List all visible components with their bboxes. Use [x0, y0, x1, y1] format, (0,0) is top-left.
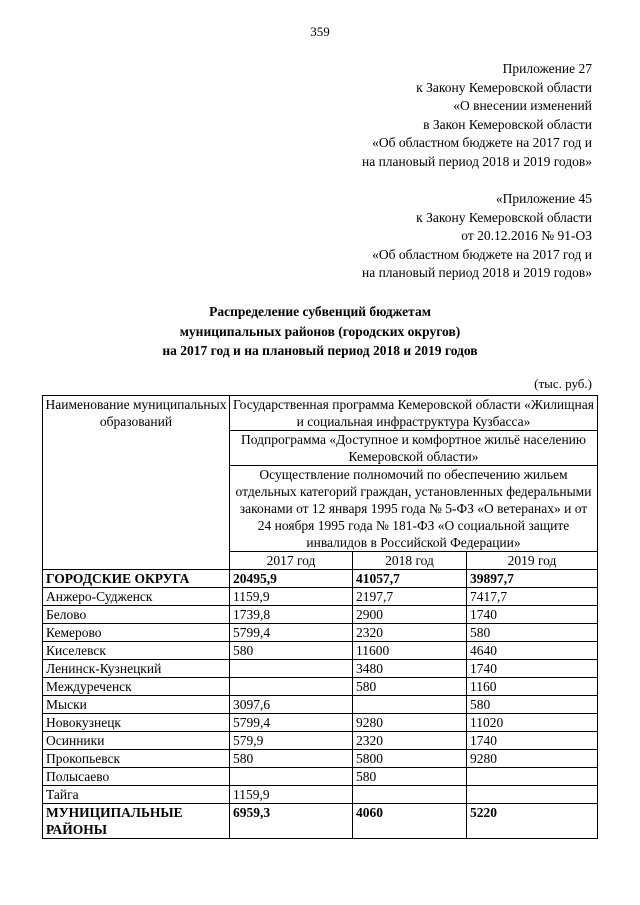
attachment-line: от 20.12.2016 № 91-ОЗ: [461, 228, 592, 244]
value-2019-cell: 7417,7: [467, 588, 598, 606]
municipality-name-cell: Анжеро-Судженск: [43, 588, 230, 606]
table-row: [43, 732, 598, 750]
value-2018-cell: 2320: [353, 732, 467, 750]
attachment-line: «Приложение 45: [495, 191, 592, 206]
value-2017-cell: 5799,4: [230, 624, 353, 642]
table-row: [43, 750, 598, 768]
value-2017-cell: 1739,8: [230, 606, 353, 624]
municipality-name-cell: Мыски: [43, 696, 230, 714]
table-row: [43, 786, 598, 804]
value-2018-cell: 41057,7: [353, 570, 467, 588]
value-2017-cell: 580: [230, 642, 353, 660]
year-header-2018: 2018 год: [353, 552, 467, 570]
value-2019-cell: 11020: [467, 714, 598, 732]
value-2019-cell: 580: [467, 624, 598, 642]
municipality-name-cell: Белово: [43, 606, 230, 624]
attachment-line: Приложение 27: [502, 61, 592, 76]
year-header-2017: 2017 год: [230, 552, 353, 570]
attachment-line: в Закон Кемеровской области: [423, 116, 592, 132]
attachment-line: на плановый период 2018 и 2019 годов»: [361, 153, 592, 169]
attachment-line: «Об областном бюджете на 2017 год и: [372, 246, 592, 262]
municipality-name-cell: Междуреченск: [43, 678, 230, 696]
value-2017-cell: 580: [230, 750, 353, 768]
value-2019-cell: 4640: [467, 642, 598, 660]
title-line: на 2017 год и на плановый период 2018 и 2019 годов: [162, 343, 478, 358]
page-number: 359: [310, 24, 330, 39]
value-2019-cell: 1740: [467, 606, 598, 624]
table-row: [43, 606, 598, 624]
value-2018-cell: 4060: [353, 804, 467, 839]
table-row: [43, 642, 598, 660]
value-2019-cell: 580: [467, 696, 598, 714]
value-2018-cell: [353, 786, 467, 804]
attachment-line: «Об областном бюджете на 2017 год и: [372, 135, 592, 151]
value-2017-cell: [230, 660, 353, 678]
value-2017-cell: 6959,3: [230, 804, 353, 839]
attachment-line: на плановый период 2018 и 2019 годов»: [361, 265, 592, 281]
value-2017-cell: 20495,9: [230, 570, 353, 588]
value-2018-cell: 3480: [353, 660, 467, 678]
value-2019-cell: [467, 786, 598, 804]
municipality-name-cell: МУНИЦИПАЛЬНЫЕ РАЙОНЫ: [43, 804, 230, 839]
value-2018-cell: [353, 696, 467, 714]
table-row: [43, 588, 598, 606]
value-2017-cell: [230, 678, 353, 696]
value-2017-cell: 5799,4: [230, 714, 353, 732]
municipality-name-cell: Осинники: [43, 732, 230, 750]
municipality-name-cell: Новокузнецк: [43, 714, 230, 732]
table-row: [43, 696, 598, 714]
value-2017-cell: 579,9: [230, 732, 353, 750]
table-header-row: [43, 396, 598, 431]
value-2018-cell: 580: [353, 768, 467, 786]
table-row: [43, 570, 598, 588]
unit-label: (тыс. руб.): [534, 376, 592, 391]
value-2019-cell: 1740: [467, 732, 598, 750]
value-2019-cell: 5220: [467, 804, 598, 839]
activity-header: Осуществление полномочий по обеспечению жильем отдельных категорий граждан, установленных федеральными законами от 12 января 1995 года № 5-ФЗ «О ветеранах» и от 24 ноября 1995 года № 181-ФЗ «О социальной защите инвалидов в Российской Федерации»: [230, 466, 598, 552]
value-2019-cell: 1160: [467, 678, 598, 696]
value-2017-cell: 3097,6: [230, 696, 353, 714]
title-line: Распределение субвенций бюджетам: [209, 304, 431, 319]
value-2019-cell: [467, 768, 598, 786]
subsidy-table: [42, 395, 598, 839]
year-header-2019: 2019 год: [467, 552, 598, 570]
title-line: муниципальных районов (городских округов): [179, 323, 461, 339]
value-2019-cell: 9280: [467, 750, 598, 768]
table-row: [43, 660, 598, 678]
value-2018-cell: 9280: [353, 714, 467, 732]
municipality-name-cell: Кемерово: [43, 624, 230, 642]
value-2018-cell: 2197,7: [353, 588, 467, 606]
name-column-header: Наименование муниципальных образований: [43, 396, 230, 570]
table-row: [43, 714, 598, 732]
value-2018-cell: 11600: [353, 642, 467, 660]
attachment-line: к Закону Кемеровской области: [416, 79, 592, 95]
value-2018-cell: 2900: [353, 606, 467, 624]
value-2019-cell: 1740: [467, 660, 598, 678]
municipality-name-cell: ГОРОДСКИЕ ОКРУГА: [43, 570, 230, 588]
municipality-name-cell: Полысаево: [43, 768, 230, 786]
value-2017-cell: 1159,9: [230, 786, 353, 804]
municipality-name-cell: Киселевск: [43, 642, 230, 660]
value-2018-cell: 5800: [353, 750, 467, 768]
municipality-name-cell: Тайга: [43, 786, 230, 804]
value-2018-cell: 580: [353, 678, 467, 696]
attachment-line: «О внесении изменений: [453, 98, 592, 114]
municipality-name-cell: Ленинск-Кузнецкий: [43, 660, 230, 678]
value-2018-cell: 2320: [353, 624, 467, 642]
attachment-line: к Закону Кемеровской области: [416, 209, 592, 225]
value-2019-cell: 39897,7: [467, 570, 598, 588]
program-header: Государственная программа Кемеровской области «Жилищная и социальная инфраструктура Кузбасса»: [230, 396, 598, 431]
table-row: [43, 804, 598, 839]
table-row: [43, 624, 598, 642]
attachment-45-header: [362, 190, 592, 283]
value-2017-cell: [230, 768, 353, 786]
table-row: [43, 768, 598, 786]
value-2017-cell: 1159,9: [230, 588, 353, 606]
subprogram-header: Подпрограмма «Доступное и комфортное жильё населению Кемеровской области»: [230, 431, 598, 466]
attachment-27-header: [362, 60, 592, 172]
table-row: [43, 678, 598, 696]
document-title: [0, 302, 640, 361]
municipality-name-cell: Прокопьевск: [43, 750, 230, 768]
